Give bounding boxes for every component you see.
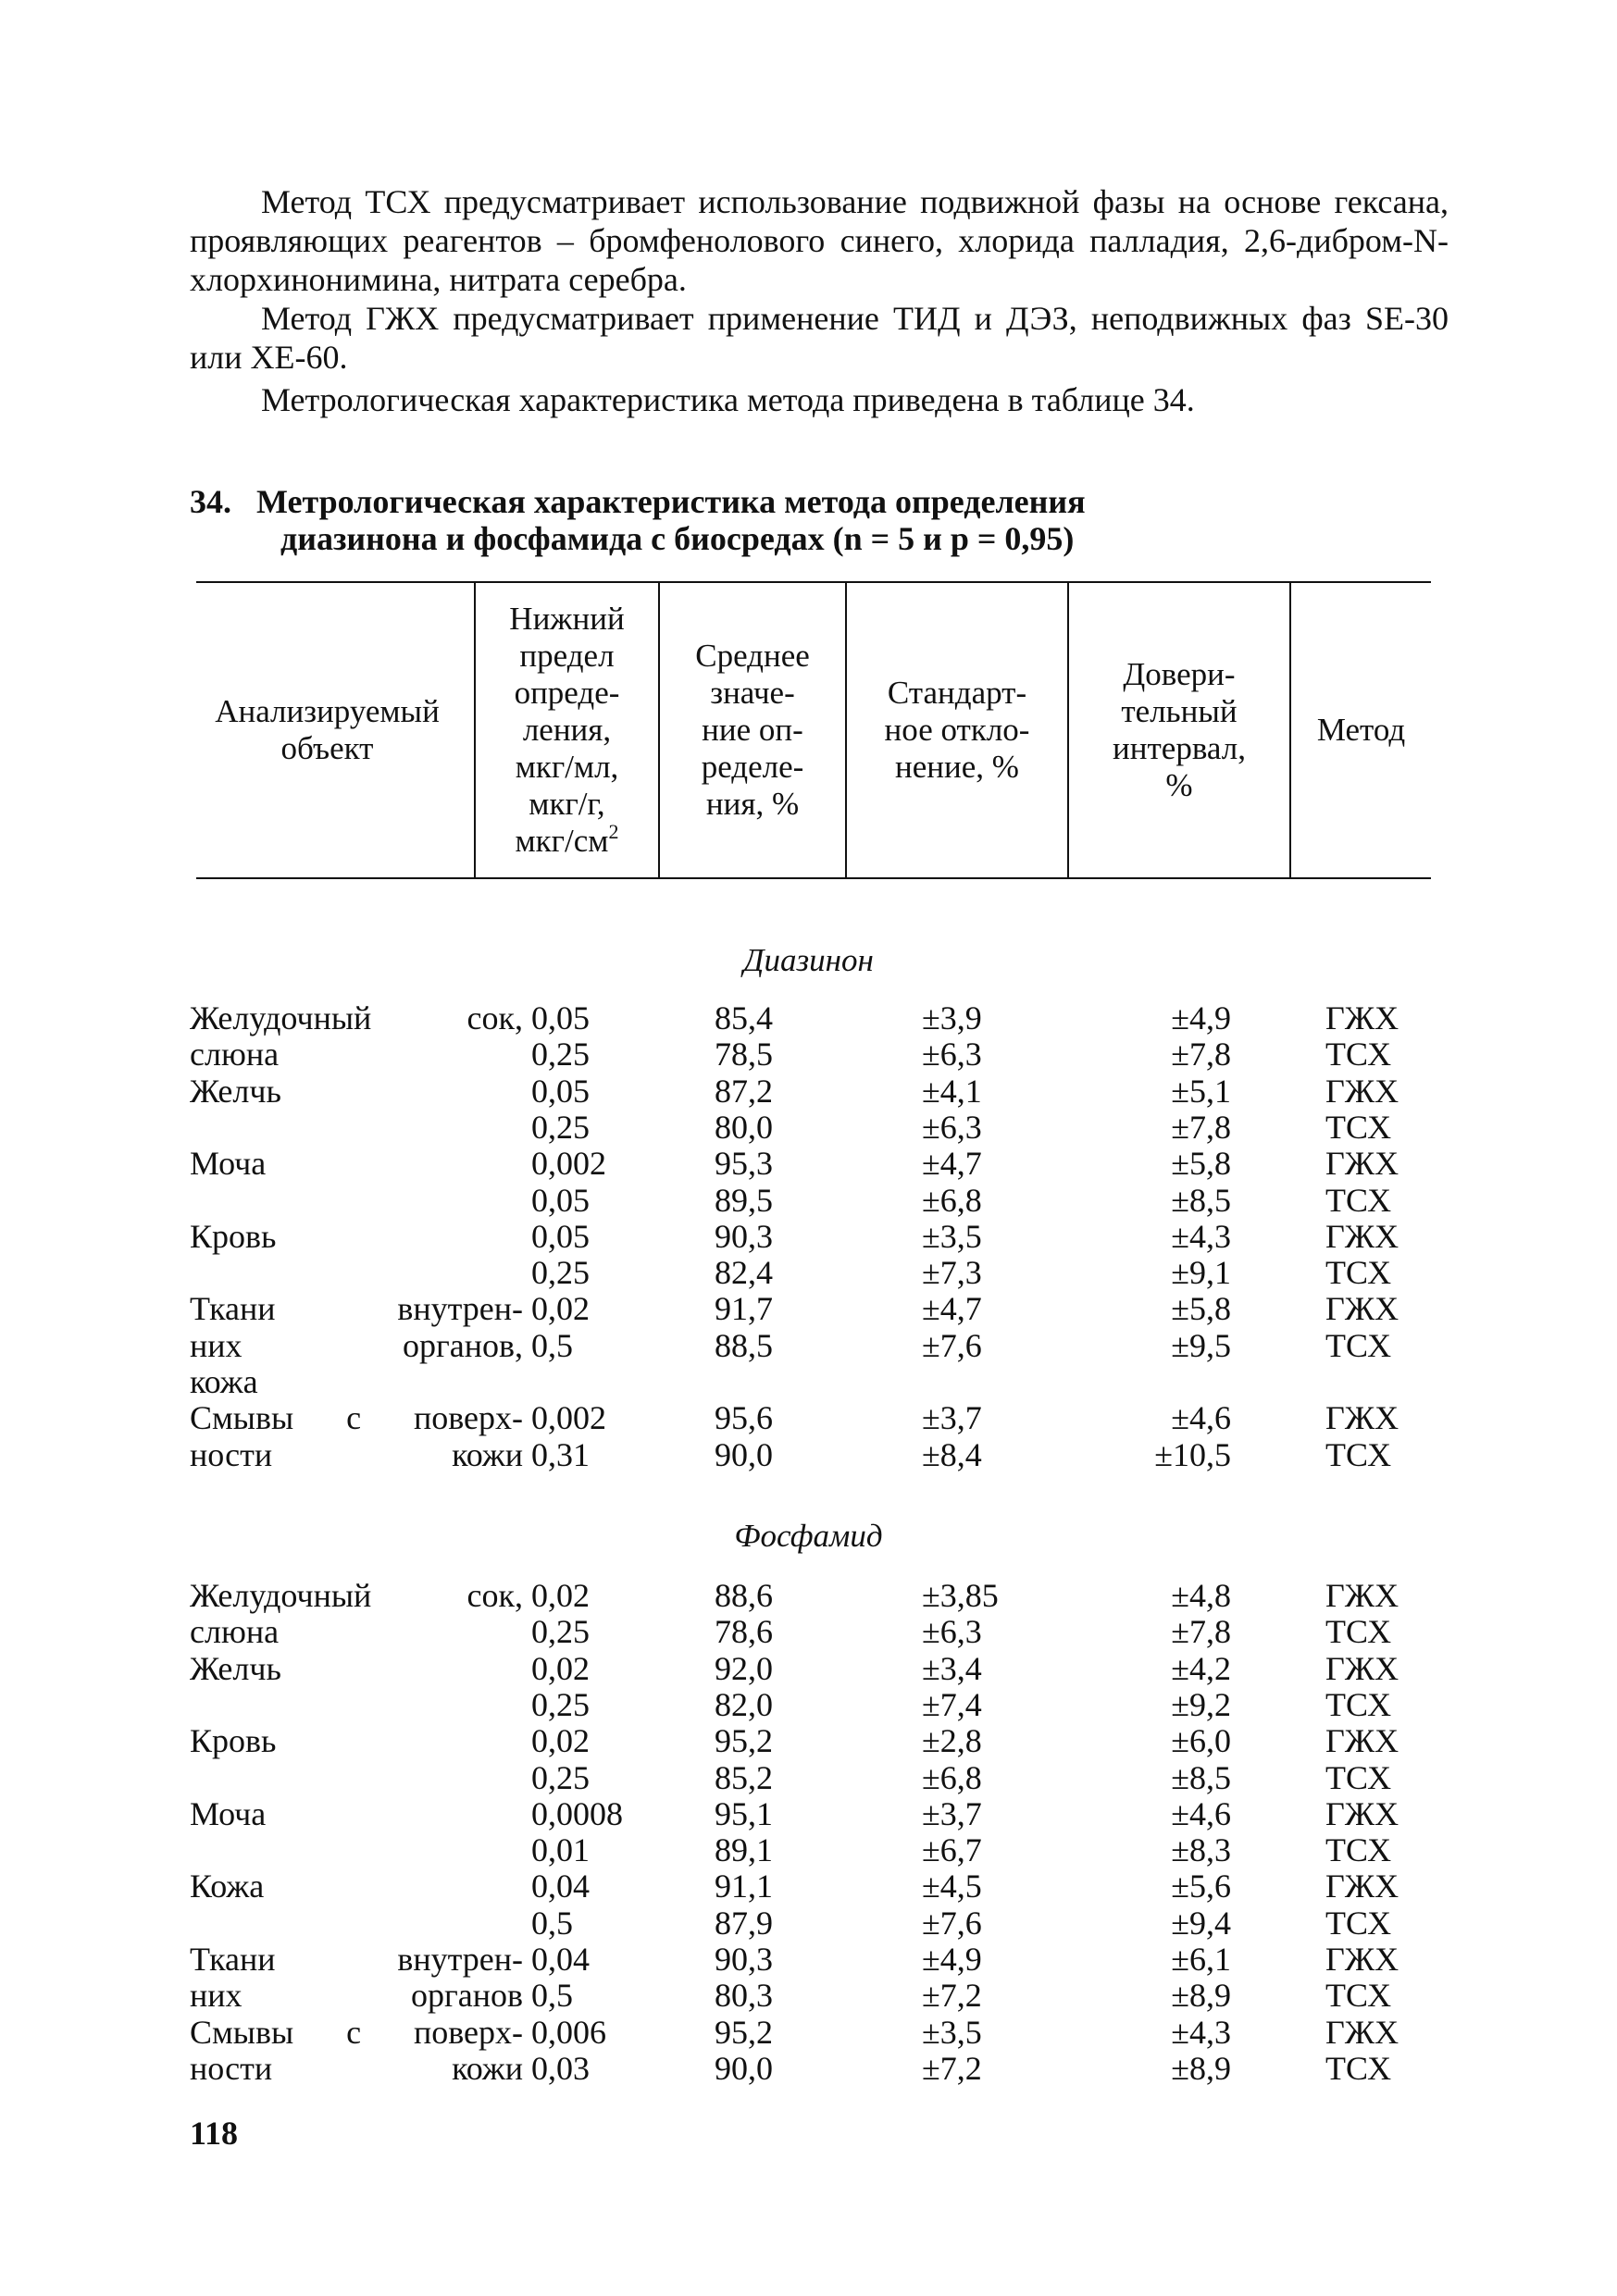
intro-paragraph-3: Метрологическая характеристика метода приведена в таблице 34. bbox=[261, 381, 1195, 418]
header-sd-line: нение, % bbox=[895, 749, 1019, 785]
cell-object: Кожа bbox=[190, 1868, 265, 1905]
cell-mean: 95,1 bbox=[715, 1794, 773, 1832]
cell-method: ТСХ bbox=[1325, 1831, 1392, 1869]
cell-ci: ±6,1 bbox=[1171, 1941, 1231, 1978]
table-row bbox=[0, 1073, 1617, 1110]
table-row bbox=[0, 1686, 1617, 1723]
cell-sd: ±3,9 bbox=[922, 999, 982, 1036]
cell-mean: 78,6 bbox=[715, 1613, 773, 1651]
cell-mean: 80,0 bbox=[715, 1108, 773, 1146]
cell-method: ТСХ bbox=[1325, 1685, 1392, 1723]
cell-ci: ±9,2 bbox=[1171, 1685, 1231, 1723]
header-limit-line: ления, bbox=[522, 712, 612, 748]
cell-limit: 0,5 bbox=[531, 1904, 573, 1942]
table-row bbox=[0, 1722, 1617, 1759]
header-limit-line: предел bbox=[519, 638, 615, 674]
cell-limit: 0,002 bbox=[531, 1399, 606, 1437]
cell-limit: 0,0008 bbox=[531, 1794, 623, 1832]
header-mean bbox=[660, 581, 845, 879]
cell-limit: 0,25 bbox=[531, 1036, 590, 1074]
caption-line-2: диазинона и фосфамида с биосредах (n = 5 и p = 0,95) bbox=[280, 520, 1075, 557]
intro-text bbox=[190, 182, 1449, 419]
cell-ci: ±4,2 bbox=[1171, 1649, 1231, 1687]
cell-sd: ±6,3 bbox=[922, 1108, 982, 1146]
cell-ci: ±4,8 bbox=[1171, 1577, 1231, 1614]
cell-sd: ±7,2 bbox=[922, 2049, 982, 2087]
header-limit-line: мкг/г, bbox=[529, 786, 605, 822]
cell-limit: 0,25 bbox=[531, 1613, 590, 1651]
cell-limit: 0,04 bbox=[531, 1941, 590, 1978]
header-ci bbox=[1069, 581, 1289, 879]
table-row bbox=[0, 1905, 1617, 1942]
cell-mean: 88,5 bbox=[715, 1326, 773, 1364]
cell-ci: ±5,6 bbox=[1171, 1868, 1231, 1905]
caption-line-1: Метрологическая характеристика метода определения bbox=[256, 483, 1086, 520]
cell-sd: ±3,7 bbox=[922, 1794, 982, 1832]
cell-limit: 0,01 bbox=[531, 1831, 590, 1869]
cell-sd: ±8,4 bbox=[922, 1435, 982, 1473]
cell-limit: 0,25 bbox=[531, 1108, 590, 1146]
cell-limit: 0,25 bbox=[531, 1758, 590, 1796]
cell-limit: 0,02 bbox=[531, 1722, 590, 1760]
header-limit-line: опреде- bbox=[514, 675, 620, 711]
cell-method: ТСХ bbox=[1325, 1108, 1392, 1146]
cell-ci: ±8,5 bbox=[1171, 1758, 1231, 1796]
cell-mean: 92,0 bbox=[715, 1649, 773, 1687]
header-mean-line: ределе- bbox=[701, 749, 804, 785]
cell-method: ТСХ bbox=[1325, 1181, 1392, 1219]
cell-method: ГЖХ bbox=[1325, 1649, 1399, 1687]
cell-object: Ткани внутрен- bbox=[190, 1941, 523, 1978]
cell-mean: 89,5 bbox=[715, 1181, 773, 1219]
cell-object: Кровь bbox=[190, 1217, 277, 1255]
section-title: Фосфамид bbox=[734, 1518, 883, 1554]
cell-limit: 0,05 bbox=[531, 1181, 590, 1219]
table-row bbox=[0, 1941, 1617, 1978]
cell-limit: 0,31 bbox=[531, 1435, 590, 1473]
cell-sd: ±4,9 bbox=[922, 1941, 982, 1978]
cell-method: ТСХ bbox=[1325, 1613, 1392, 1651]
cell-sd: ±6,8 bbox=[922, 1181, 982, 1219]
cell-limit: 0,25 bbox=[531, 1254, 590, 1292]
cell-mean: 90,0 bbox=[715, 2049, 773, 2087]
table-row bbox=[0, 1650, 1617, 1687]
cell-ci: ±10,5 bbox=[1154, 1435, 1231, 1473]
table-row bbox=[0, 1363, 1617, 1400]
cell-mean: 85,2 bbox=[715, 1758, 773, 1796]
cell-object: ности кожи bbox=[190, 1435, 523, 1473]
cell-sd: ±3,7 bbox=[922, 1399, 982, 1437]
cell-object: Желудочный сок, bbox=[190, 999, 523, 1036]
cell-method: ТСХ bbox=[1325, 1904, 1392, 1942]
intro-paragraph-2: Метод ГЖХ предусматривает применение ТИД и ДЭЗ, неподвижных фаз SE-30 или XE-60. bbox=[190, 300, 1449, 376]
header-object-line: Анализируемый bbox=[215, 693, 440, 729]
cell-sd: ±4,7 bbox=[922, 1145, 982, 1183]
table-row bbox=[0, 1036, 1617, 1073]
cell-method: ГЖХ bbox=[1325, 1145, 1399, 1183]
cell-limit: 0,5 bbox=[531, 1977, 573, 2015]
cell-sd: ±6,7 bbox=[922, 1831, 982, 1869]
cell-ci: ±9,4 bbox=[1171, 1904, 1231, 1942]
table-row bbox=[0, 1145, 1617, 1182]
cell-limit: 0,05 bbox=[531, 1072, 590, 1110]
cell-sd: ±3,5 bbox=[922, 2013, 982, 2051]
header-ci-line: интервал, bbox=[1113, 730, 1246, 766]
page-number: 118 bbox=[190, 2115, 239, 2152]
cell-mean: 95,2 bbox=[715, 2013, 773, 2051]
section-title: Диазинон bbox=[743, 942, 874, 978]
cell-ci: ±7,8 bbox=[1171, 1613, 1231, 1651]
cell-method: ГЖХ bbox=[1325, 1577, 1399, 1614]
header-limit-unit: мкг/см bbox=[515, 823, 609, 859]
cell-sd: ±4,7 bbox=[922, 1290, 982, 1328]
header-ci-line: % bbox=[1165, 767, 1193, 803]
header-sd-line: Стандарт- bbox=[887, 675, 1027, 711]
cell-limit: 0,5 bbox=[531, 1326, 573, 1364]
cell-mean: 95,6 bbox=[715, 1399, 773, 1437]
cell-method: ГЖХ bbox=[1325, 1868, 1399, 1905]
header-method bbox=[1291, 581, 1431, 879]
cell-sd: ±3,4 bbox=[922, 1649, 982, 1687]
table-row bbox=[0, 1290, 1617, 1327]
header-mean-line: значе- bbox=[710, 675, 795, 711]
cell-method: ТСХ bbox=[1325, 1977, 1392, 2015]
cell-object: Кровь bbox=[190, 1722, 277, 1760]
header-method-line: Метод bbox=[1316, 712, 1406, 748]
cell-ci: ±5,8 bbox=[1171, 1290, 1231, 1328]
cell-method: ГЖХ bbox=[1325, 1217, 1399, 1255]
cell-method: ГЖХ bbox=[1325, 999, 1399, 1036]
cell-object: Моча bbox=[190, 1794, 267, 1832]
table-row bbox=[0, 1577, 1617, 1614]
cell-mean: 82,4 bbox=[715, 1254, 773, 1292]
cell-ci: ±4,6 bbox=[1171, 1794, 1231, 1832]
cell-ci: ±8,3 bbox=[1171, 1831, 1231, 1869]
header-ci-line: тельный bbox=[1121, 693, 1238, 729]
table-row bbox=[0, 1436, 1617, 1473]
cell-sd: ±7,3 bbox=[922, 1254, 982, 1292]
cell-ci: ±9,1 bbox=[1171, 1254, 1231, 1292]
cell-object: Желчь bbox=[190, 1649, 281, 1687]
cell-sd: ±7,6 bbox=[922, 1904, 982, 1942]
cell-ci: ±8,9 bbox=[1171, 2049, 1231, 2087]
cell-object: слюна bbox=[190, 1613, 280, 1651]
header-mean-line: ния, % bbox=[705, 786, 800, 822]
table-row bbox=[0, 1399, 1617, 1436]
cell-sd: ±7,4 bbox=[922, 1685, 982, 1723]
cell-mean: 87,2 bbox=[715, 1072, 773, 1110]
cell-sd: ±7,6 bbox=[922, 1326, 982, 1364]
cell-ci: ±5,8 bbox=[1171, 1145, 1231, 1183]
cell-sd: ±7,2 bbox=[922, 1977, 982, 2015]
cell-method: ТСХ bbox=[1325, 2049, 1392, 2087]
cell-sd: ±3,85 bbox=[922, 1577, 999, 1614]
cell-mean: 91,7 bbox=[715, 1290, 773, 1328]
intro-paragraph-1: Метод ТСХ предусматривает использование подвижной фазы на основе гексана, проявляющих реагентов – бромфенолового синего, хлорида палладия, 2,6-дибром-N-хлорхинонимина, нитрата серебра. bbox=[190, 183, 1449, 298]
cell-mean: 87,9 bbox=[715, 1904, 773, 1942]
cell-mean: 95,3 bbox=[715, 1145, 773, 1183]
cell-limit: 0,006 bbox=[531, 2013, 606, 2051]
cell-mean: 80,3 bbox=[715, 1977, 773, 2015]
cell-object: Желчь bbox=[190, 1072, 281, 1110]
cell-method: ТСХ bbox=[1325, 1036, 1392, 1074]
table-row bbox=[0, 1977, 1617, 2014]
cell-object: них органов bbox=[190, 1977, 523, 2015]
table-row bbox=[0, 1795, 1617, 1832]
cell-ci: ±6,0 bbox=[1171, 1722, 1231, 1760]
cell-method: ГЖХ bbox=[1325, 1794, 1399, 1832]
cell-limit: 0,05 bbox=[531, 1217, 590, 1255]
table-row bbox=[0, 1327, 1617, 1364]
cell-method: ТСХ bbox=[1325, 1326, 1392, 1364]
header-sd bbox=[847, 581, 1067, 879]
cell-ci: ±4,9 bbox=[1171, 999, 1231, 1036]
cell-ci: ±9,5 bbox=[1171, 1326, 1231, 1364]
table-row bbox=[0, 1182, 1617, 1219]
cell-ci: ±5,1 bbox=[1171, 1072, 1231, 1110]
header-limit-line bbox=[509, 820, 624, 860]
table-row bbox=[0, 2014, 1617, 2051]
cell-mean: 82,0 bbox=[715, 1685, 773, 1723]
cell-sd: ±6,3 bbox=[922, 1613, 982, 1651]
cell-mean: 78,5 bbox=[715, 1036, 773, 1074]
header-sd-line: ное откло- bbox=[884, 712, 1030, 748]
cell-object: них органов, bbox=[190, 1326, 523, 1364]
cell-mean: 90,0 bbox=[715, 1435, 773, 1473]
table-row bbox=[0, 1868, 1617, 1905]
cell-limit: 0,02 bbox=[531, 1649, 590, 1687]
cell-mean: 89,1 bbox=[715, 1831, 773, 1869]
header-limit-line: мкг/мл, bbox=[515, 749, 619, 785]
cell-ci: ±4,3 bbox=[1171, 1217, 1231, 1255]
cell-ci: ±7,8 bbox=[1171, 1108, 1231, 1146]
table-row bbox=[0, 999, 1617, 1036]
table-row bbox=[0, 1254, 1617, 1291]
cell-method: ГЖХ bbox=[1325, 1399, 1399, 1437]
cell-limit: 0,03 bbox=[531, 2049, 590, 2087]
cell-object: Желудочный сок, bbox=[190, 1577, 523, 1614]
table-caption bbox=[190, 483, 1086, 557]
cell-limit: 0,02 bbox=[531, 1290, 590, 1328]
header-limit bbox=[476, 581, 658, 879]
cell-mean: 85,4 bbox=[715, 999, 773, 1036]
cell-object: Моча bbox=[190, 1145, 267, 1183]
table-row bbox=[0, 1218, 1617, 1255]
cell-limit: 0,02 bbox=[531, 1577, 590, 1614]
table-row bbox=[0, 1613, 1617, 1650]
cell-ci: ±8,5 bbox=[1171, 1181, 1231, 1219]
cell-method: ГЖХ bbox=[1325, 1722, 1399, 1760]
cell-method: ГЖХ bbox=[1325, 1941, 1399, 1978]
cell-limit: 0,04 bbox=[531, 1868, 590, 1905]
header-limit-line: Нижний bbox=[509, 601, 625, 637]
cell-method: ТСХ bbox=[1325, 1254, 1392, 1292]
cell-method: ГЖХ bbox=[1325, 1072, 1399, 1110]
cell-ci: ±4,6 bbox=[1171, 1399, 1231, 1437]
cell-limit: 0,05 bbox=[531, 999, 590, 1036]
cell-ci: ±7,8 bbox=[1171, 1036, 1231, 1074]
table-row bbox=[0, 1831, 1617, 1868]
cell-mean: 91,1 bbox=[715, 1868, 773, 1905]
cell-mean: 90,3 bbox=[715, 1217, 773, 1255]
cell-sd: ±4,1 bbox=[922, 1072, 982, 1110]
cell-object: ности кожи bbox=[190, 2049, 523, 2087]
cell-method: ГЖХ bbox=[1325, 2013, 1399, 2051]
cell-ci: ±8,9 bbox=[1171, 1977, 1231, 2015]
cell-mean: 95,2 bbox=[715, 1722, 773, 1760]
cell-sd: ±6,8 bbox=[922, 1758, 982, 1796]
cell-mean: 90,3 bbox=[715, 1941, 773, 1978]
header-mean-line: Среднее bbox=[695, 638, 810, 674]
cell-sd: ±2,8 bbox=[922, 1722, 982, 1760]
cell-object: слюна bbox=[190, 1036, 280, 1074]
table-number: 34. bbox=[190, 483, 231, 520]
cell-method: ТСХ bbox=[1325, 1758, 1392, 1796]
table-row bbox=[0, 2050, 1617, 2087]
cell-limit: 0,25 bbox=[531, 1685, 590, 1723]
table-row bbox=[0, 1759, 1617, 1796]
cell-object: Ткани внутрен- bbox=[190, 1290, 523, 1328]
cell-object: Смывы с поверх- bbox=[190, 1399, 523, 1437]
cell-method: ГЖХ bbox=[1325, 1290, 1399, 1328]
header-object bbox=[180, 581, 474, 879]
cell-ci: ±4,3 bbox=[1171, 2013, 1231, 2051]
cell-sd: ±4,5 bbox=[922, 1868, 982, 1905]
table-row bbox=[0, 1109, 1617, 1146]
header-mean-line: ние оп- bbox=[702, 712, 803, 748]
cell-object: кожа bbox=[190, 1363, 258, 1400]
cell-limit: 0,002 bbox=[531, 1145, 606, 1183]
cell-mean: 88,6 bbox=[715, 1577, 773, 1614]
cell-object: Смывы с поверх- bbox=[190, 2013, 523, 2051]
header-ci-line: Довери- bbox=[1123, 656, 1236, 692]
cell-method: ТСХ bbox=[1325, 1435, 1392, 1473]
header-limit-superscript: 2 bbox=[608, 820, 619, 843]
cell-sd: ±3,5 bbox=[922, 1217, 982, 1255]
header-object-line: объект bbox=[280, 730, 374, 766]
cell-sd: ±6,3 bbox=[922, 1036, 982, 1074]
